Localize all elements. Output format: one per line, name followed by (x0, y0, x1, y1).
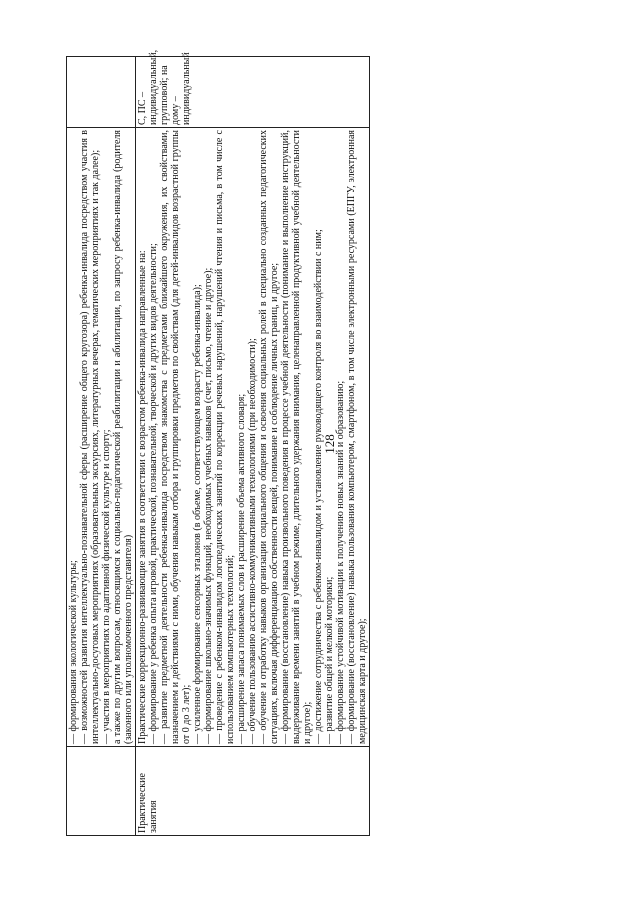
content-line: — формирование школьно-значимых функций, необходимых учебных навыков (счет, письмо, чтение и другое); (203, 267, 214, 744)
table-cell-content (67, 128, 136, 747)
page-number: 128 (322, 434, 337, 454)
content-line: — обучение пользованию ассистивно-коммуникативными технологиями (при необходимости); (247, 338, 258, 744)
table-cell-form: С, ПС – индивидуальный, групповой; на дому – индивидуальный (136, 57, 370, 128)
content-line: Практические коррекционно-развивающие занятия в соответствии с возрастом ребенка-инвалида направленные на: (137, 250, 148, 744)
content-line: — формирование (восстановление) навыка произвольного поведения в процессе учебной деятельности (понимание и выполнение инструкций, выдерживание времени занятий в учебном режиме, длительного удержания внимания, целенаправленной продуктивной учебной деятельности и другое); (280, 130, 313, 744)
content-line: — развитие предметной деятельности ребенка-инвалида посредством знакомства с предметами ближайшего окружения, их свойствами, назначением и действиями с ними, обучения навыкам отбора и группировки предметов по свойствам (для детей-инвалидов возрастной группы от 0 до 3 лет); (159, 130, 192, 744)
content-line: — расширение запаса понимаемых слов и расширение объема активного словаря; (236, 393, 247, 744)
table-cell-content (136, 128, 370, 747)
table-cell-form (67, 57, 136, 128)
content-line: — развитие общей и мелкой моторики; (324, 576, 335, 744)
content-line: — формирование (восстановление) навыка пользования компьютером, смартфоном, в том числе электронными ресурсами (ЕПГУ, электронная медицинская карта и другое); (346, 130, 368, 744)
content-line: — формирования экологической культуры; (68, 560, 79, 744)
table-row (67, 57, 136, 836)
content-line: — участия в мероприятиях по адаптивной физической культуре и спорту; (101, 429, 112, 744)
content-line: — формирование у ребенка опыта игровой, практической, познавательной, творческой и других видов деятельности; (148, 243, 159, 744)
table-row (136, 57, 370, 836)
table-cell-service-type (67, 747, 136, 836)
content-line: — усиленное формирование сенсорных эталонов (в объеме, соответствующем возрасту ребенка-инвалида); (192, 284, 203, 744)
content-line: — достижение сотрудничества с ребенком-инвалидом и установление руководящего контроля во взаимодействии с ним; (313, 229, 324, 744)
content-line: — проведение с ребенком-инвалидом логопедических занятий по коррекции речевых нарушений, нарушений чтения и письма, в том числе с использованием компьютерных технологий; (214, 130, 236, 744)
content-line: — возможностей развития интеллектуально-познавательной сферы (расширение общего кругозора) ребенка-инвалида посредством участия в интеллектуально-досуговых мероприятиях (образовательных экскурсиях, литературных вечерах, тематических мероприятиях и так далее); (79, 130, 101, 744)
content-line: — обучение и отработку навыков организации социального общения и освоения социальных ролей в специально созданных педагогических ситуациях, включая дифференциацию собственности вещей, понимание и соблюдение личных границ, и другое; (258, 130, 280, 744)
content-line: — формирование устойчивой мотивации к получению новых знаний и образованию; (335, 380, 346, 744)
table-cell-service-type: Практические занятия (136, 747, 370, 836)
services-table (66, 49, 370, 836)
content-line: а также по другим вопросам, относящимся к социально-педагогической реабилитации и абилитации, по запросу ребенка-инвалида (родителя (законного или уполномоченного представителя) (112, 130, 134, 744)
